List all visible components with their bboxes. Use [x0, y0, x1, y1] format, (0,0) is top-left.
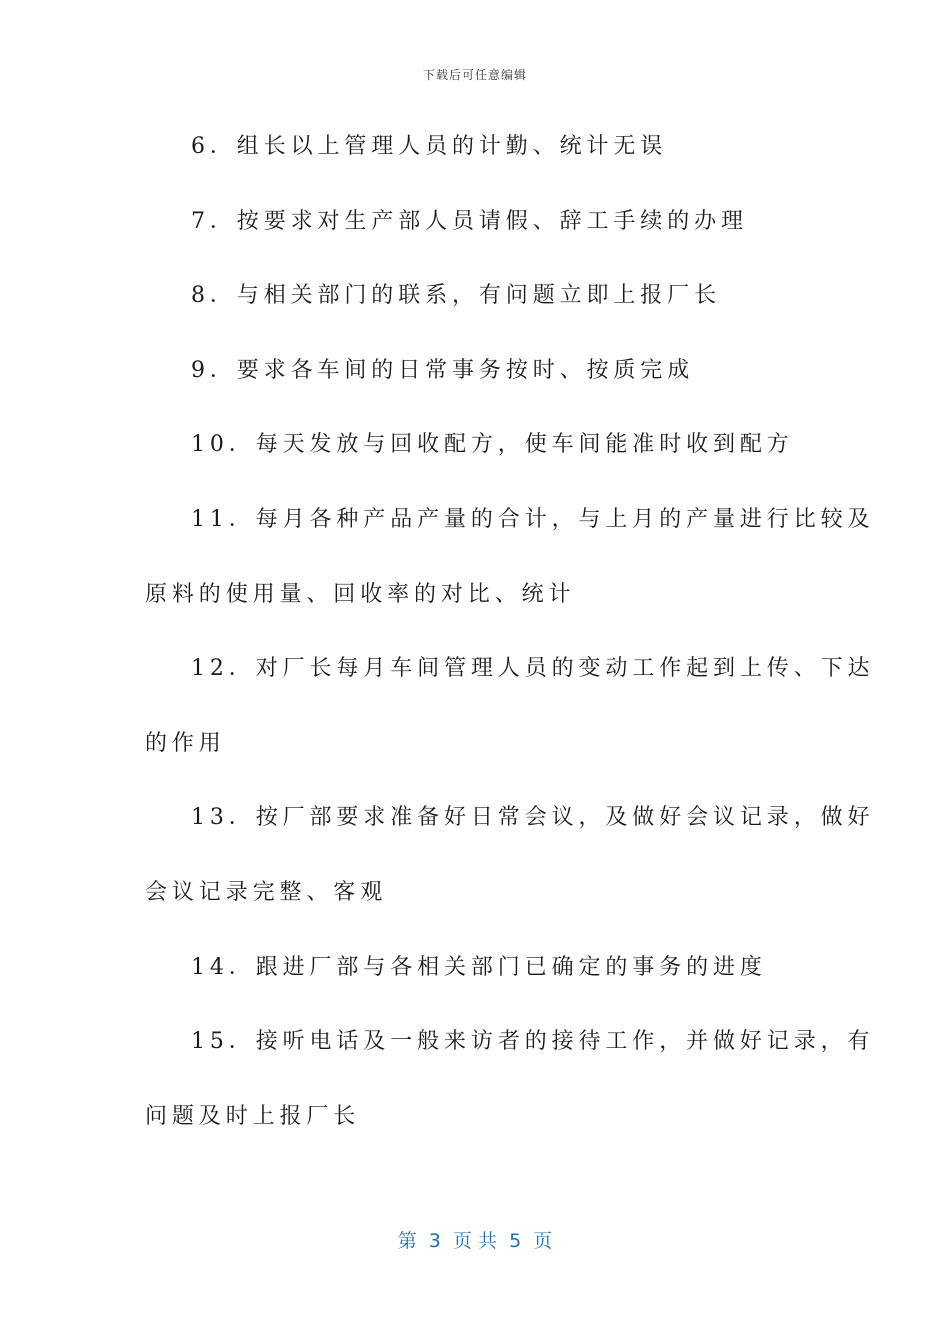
- list-item-continuation: 的作用: [145, 730, 226, 756]
- list-item: 11．每月各种产品产量的合计，与上月的产量进行比较及: [191, 506, 875, 532]
- list-item: 9．要求各车间的日常事务按时、按质完成: [191, 357, 695, 383]
- list-item: 7．按要求对生产部人员请假、辞工手续的办理: [191, 208, 748, 234]
- list-item: 8．与相关部门的联系，有问题立即上报厂长: [191, 283, 721, 309]
- list-item: 10．每天发放与回收配方，使车间能准时收到配方: [191, 432, 794, 458]
- list-item: 12．对厂长每月车间管理人员的变动工作起到上传、下达: [191, 656, 875, 682]
- list-item-continuation: 问题及时上报厂长: [145, 1103, 361, 1129]
- list-item: 13．按厂部要求准备好日常会议，及做好会议记录，做好: [191, 805, 875, 831]
- page-number: 第 3 页 共 5 页: [397, 1230, 553, 1252]
- page-header-note: 下载后可任意编辑: [422, 68, 527, 82]
- list-item: 14．跟进厂部与各相关部门已确定的事务的进度: [191, 954, 767, 980]
- list-item: 6．组长以上管理人员的计勤、统计无误: [191, 134, 668, 159]
- list-item: 15．接听电话及一般来访者的接待工作，并做好记录，有: [191, 1029, 875, 1055]
- list-item-continuation: 会议记录完整、客观: [145, 879, 388, 905]
- document-body: [145, 128, 875, 1172]
- list-item-continuation: 原料的使用量、回收率的对比、统计: [145, 581, 576, 607]
